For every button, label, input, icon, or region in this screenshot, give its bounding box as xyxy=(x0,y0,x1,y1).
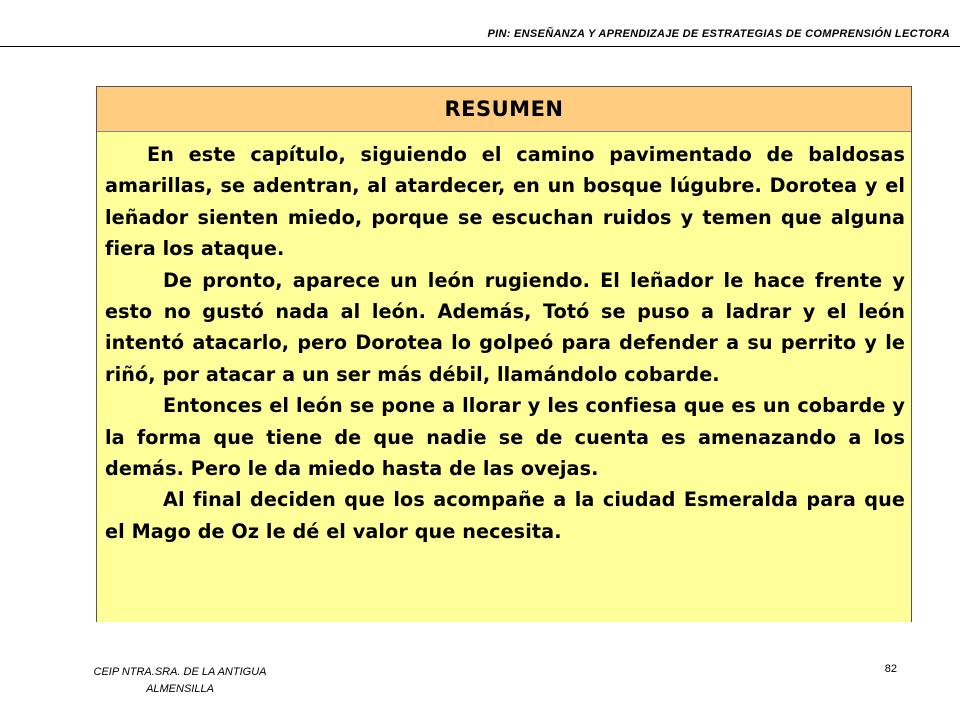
header-divider xyxy=(0,46,960,47)
summary-paragraph-2: De pronto, aparece un león rugiendo. El leñador le hace frente y esto no gustó nada al león. Además, Totó se puso a ladrar y el león intentó atacarlo, pero Dorotea lo golpeó para defender a su perrito y le riñó, por atacar a un ser más débil, llamándolo cobarde. xyxy=(105,268,905,386)
summary-body xyxy=(97,132,911,622)
summary-title: RESUMEN xyxy=(97,87,911,132)
page-header-title: PIN: ENSEÑANZA Y APRENDIZAJE DE ESTRATEGIAS DE COMPRENSIÓN LECTORA xyxy=(487,28,950,40)
summary-box xyxy=(96,86,912,622)
summary-paragraph-1: En este capítulo, siguiendo el camino pavimentado de baldosas amarillas, se adentran, al atardecer, en un bosque lúgubre. Dorotea y el leñador sienten miedo, porque se escuchan ruidos y temen que alguna fiera los ataque. xyxy=(105,143,905,261)
summary-paragraph-4: Al final deciden que los acompañe a la ciudad Esmeralda para que el Mago de Oz le dé el valor que necesita. xyxy=(105,488,905,543)
summary-paragraph-3: Entonces el león se pone a llorar y les confiesa que es un cobarde y la forma que tiene de que nadie se de cuenta es amenazando a los demás. Pero le da miedo hasta de las ovejas. xyxy=(105,394,905,481)
footer-school-name: CEIP NTRA.SRA. DE LA ANTIGUA ALMENSILLA xyxy=(93,666,267,695)
footer-page-number: 82 xyxy=(884,663,897,675)
